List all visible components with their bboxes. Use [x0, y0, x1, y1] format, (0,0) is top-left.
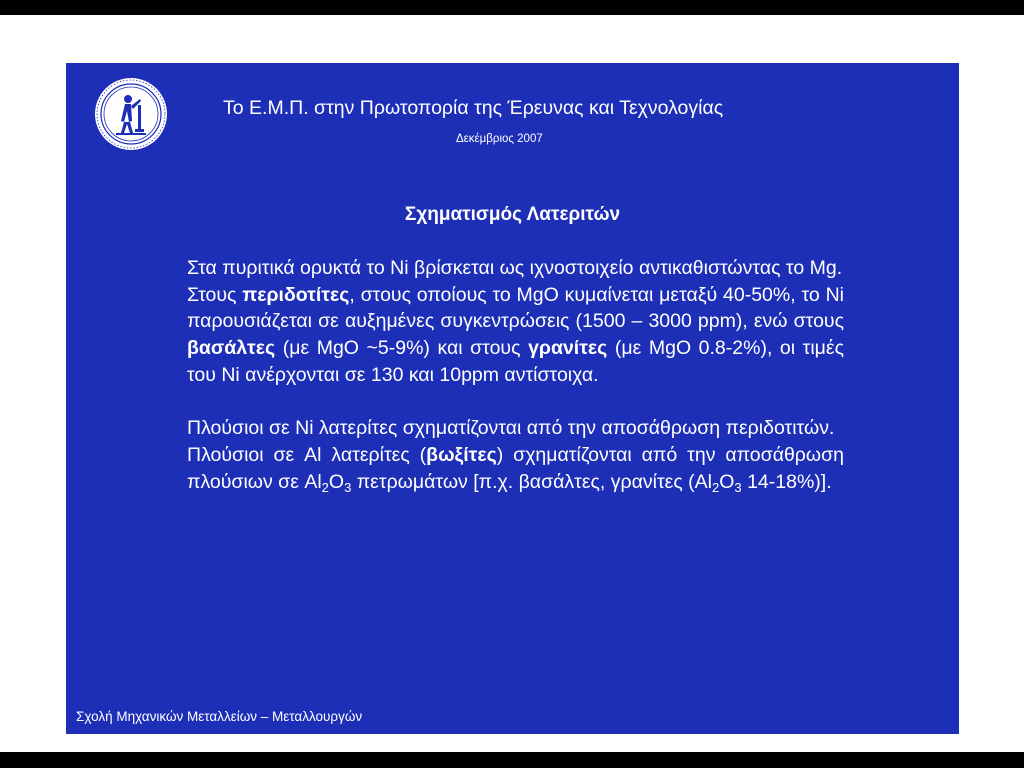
- subscript: 3: [344, 479, 352, 495]
- paragraph-spacer: [187, 389, 844, 416]
- text-run: O: [719, 470, 735, 493]
- bold-term-peridotites: περιδοτίτες: [242, 283, 350, 306]
- text-run: (με MgO ~5-9%) και στους: [275, 337, 529, 360]
- paragraph-4: [187, 442, 844, 495]
- paragraph-2: [187, 282, 844, 389]
- subscript: 2: [321, 479, 329, 495]
- top-letterbox: [0, 0, 1024, 15]
- paragraph-3: Πλούσιοι σε Ni λατερίτες σχηματίζονται από την αποσάθρωση περιδοτιτών.: [187, 417, 835, 440]
- subscript: 3: [734, 479, 742, 495]
- header-title: Το Ε.Μ.Π. στην Πρωτοπορία της Έρευνας και Τεχνολογίας: [223, 97, 724, 119]
- text-run: 14-18%)].: [741, 470, 832, 493]
- footer-school-name: Σχολή Μηχανικών Μεταλλείων – Μεταλλουργών: [76, 709, 363, 724]
- bold-term-basalts: βασάλτες: [187, 337, 276, 360]
- text-run: πετρωμάτων [π.χ. βασάλτες, γρανίτες (Al: [351, 470, 713, 493]
- bold-term-granites: γρανίτες: [528, 337, 608, 360]
- bottom-letterbox: [0, 752, 1024, 768]
- subscript: 2: [712, 479, 720, 495]
- text-run: (με MgO 0.8-2%), οι τιμές του Ni ανέρχονται σε 130 και 10ppm αντίστοιχα.: [187, 337, 844, 386]
- text-run: Πλούσιοι σε Al λατερίτες (: [187, 443, 427, 466]
- paragraph-1: Στα πυριτικά ορυκτά το Ni βρίσκεται ως ιχνοστοιχείο αντικαθιστώντας το Mg.: [187, 257, 843, 279]
- header-date: Δεκέμβριος 2007: [456, 133, 543, 145]
- text-run: O: [328, 470, 345, 493]
- slide-body: [187, 255, 844, 495]
- slide: [66, 63, 959, 734]
- text-run: ) σχηματίζονται από την αποσάθρωση πλούσιων σε Al: [187, 443, 845, 493]
- bold-term-bauxites: βωξίτες: [426, 443, 497, 466]
- text-run: Στους: [187, 283, 243, 306]
- text-run: , στους οποίους το MgO κυμαίνεται μεταξύ 40-50%, το Ni παρουσιάζεται σε αυξημένες συγκεντρώσεις (1500 – 3000 ppm), ενώ στους: [187, 283, 844, 333]
- ntua-seal-icon: [94, 77, 168, 151]
- page-background: [0, 15, 1024, 752]
- slide-title: Σχηματισμός Λατεριτών: [404, 204, 621, 225]
